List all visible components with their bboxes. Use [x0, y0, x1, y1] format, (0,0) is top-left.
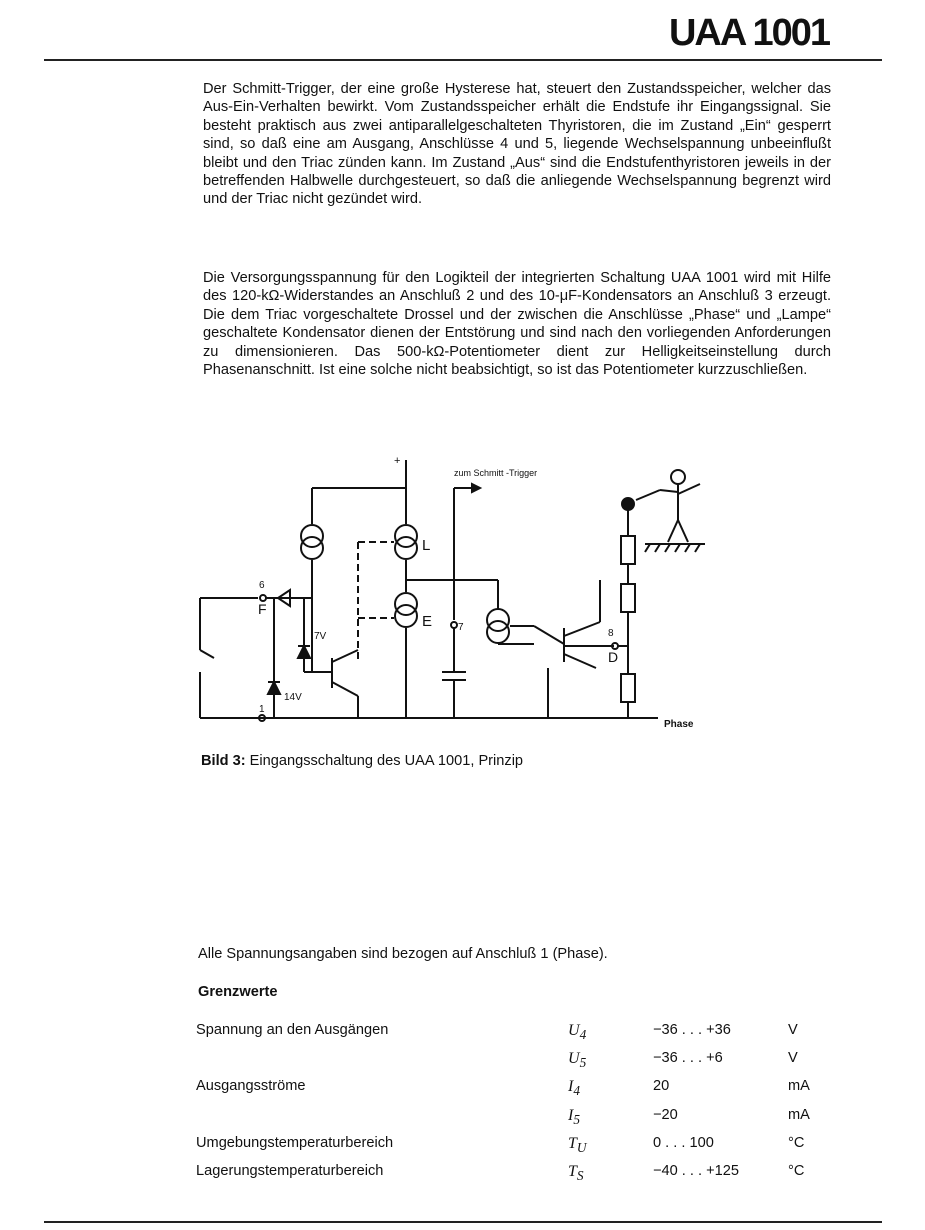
- zener-7v-label: 7V: [314, 631, 327, 642]
- row-name: Spannung an den Ausgängen: [196, 1022, 389, 1038]
- row-name: Lagerungstemperaturbereich: [196, 1163, 384, 1179]
- row-symbol: $I_4$: [568, 1078, 580, 1099]
- limits-row: [196, 1050, 836, 1070]
- schmitt-trigger-label: zum Schmitt -Trigger: [454, 468, 538, 478]
- plus-label: +: [394, 455, 401, 467]
- caption-text: Eingangsschaltung des UAA 1001, Prinzip: [245, 753, 524, 769]
- figure-caption: [201, 753, 523, 769]
- row-name: Umgebungstemperaturbereich: [196, 1135, 394, 1151]
- row-symbol: $U_5$: [568, 1050, 587, 1071]
- pin6-label: 6: [259, 580, 265, 591]
- phase-label: Phase: [664, 719, 694, 730]
- pin8-label: 8: [608, 628, 614, 639]
- row-symbol: $I_5$: [568, 1107, 580, 1128]
- row-value: 0 . . . 100: [653, 1135, 714, 1151]
- row-unit: mA: [788, 1078, 810, 1094]
- row-unit: mA: [788, 1107, 810, 1123]
- L-label: L: [422, 537, 431, 554]
- row-symbol: $U_4$: [568, 1022, 587, 1043]
- pin7-label: 7: [458, 622, 464, 633]
- row-symbol: $T_U$: [568, 1135, 587, 1156]
- row-unit: V: [788, 1022, 798, 1038]
- limits-row: [196, 1135, 836, 1155]
- row-value: −40 . . . +125: [653, 1163, 740, 1179]
- row-value: −36 . . . +6: [653, 1050, 723, 1066]
- page-title: UAA 1001: [668, 12, 829, 54]
- limits-row: [196, 1107, 836, 1127]
- header-rule: [44, 59, 882, 61]
- row-value: −36 . . . +36: [653, 1022, 731, 1038]
- limits-row: [196, 1022, 836, 1042]
- D-label: D: [608, 649, 619, 665]
- limits-heading: Grenzwerte: [198, 984, 278, 1000]
- row-name: Ausgangsströme: [196, 1078, 306, 1094]
- caption-bold: Bild 3:: [201, 753, 246, 769]
- row-unit: °C: [788, 1163, 805, 1179]
- row-symbol: $T_S$: [568, 1163, 584, 1184]
- paragraph-schmitt-trigger: Der Schmitt-Trigger, der eine große Hysterese hat, steuert den Zustandsspeicher, welcher das Aus-Ein-Verhalten bewirkt. Vom Zustandsspeicher erhält die Endstufe ihr Eingangssignal. Sie besteht praktisch aus zwei antiparallelgeschalteten Thyristoren, die im Zustand „Ein“ gesperrt sind, so daß eine am Ausgang, Anschlüsse 4 und 5, liegende Wechselspannung unbeeinflußt bleibt und den Triac zünden kann. Im Zustand „Aus“ sind die Endstufenthyristoren jeweils in der betreffenden Halbwelle durchgesteuert, so daß die anliegende Wechselspannung begrenzt wird und der Triac nicht gezündet wird.: [203, 81, 831, 208]
- limits-row: [196, 1163, 836, 1183]
- pin1-label: 1: [259, 704, 265, 715]
- zener-14v-label: 14V: [284, 692, 302, 703]
- row-value: 20: [653, 1078, 670, 1094]
- E-label: E: [422, 613, 433, 630]
- row-unit: °C: [788, 1135, 805, 1151]
- circuit-diagram: [190, 450, 710, 745]
- paragraph-versorgung: Die Versorgungsspannung für den Logikteil der integrierten Schaltung UAA 1001 wird mit Hilfe des 120-kΩ-Widerstandes an Anschluß 2 und des 10-μF-Kondensators an Anschluß 3 erzeugt. Die dem Triac vorgeschaltete Drossel und der zwischen die Anschlüsse „Phase“ und „Lampe“ geschaltete Kondensator dienen der Entstörung und sind nach den vorliegenden Anforderungen zu dimensionieren. Das 500-kΩ-Potentiometer dient zur Helligkeitseinstellung durch Phasenanschnitt. Ist eine solche nicht beabsichtigt, so ist das Potentiometer kurzzuschließen.: [203, 270, 831, 379]
- row-unit: V: [788, 1050, 798, 1066]
- F-label: F: [258, 601, 267, 617]
- footer-rule: [44, 1221, 882, 1223]
- limits-row: [196, 1078, 836, 1098]
- reference-note: Alle Spannungsangaben sind bezogen auf Anschluß 1 (Phase).: [198, 946, 608, 962]
- row-value: −20: [653, 1107, 678, 1123]
